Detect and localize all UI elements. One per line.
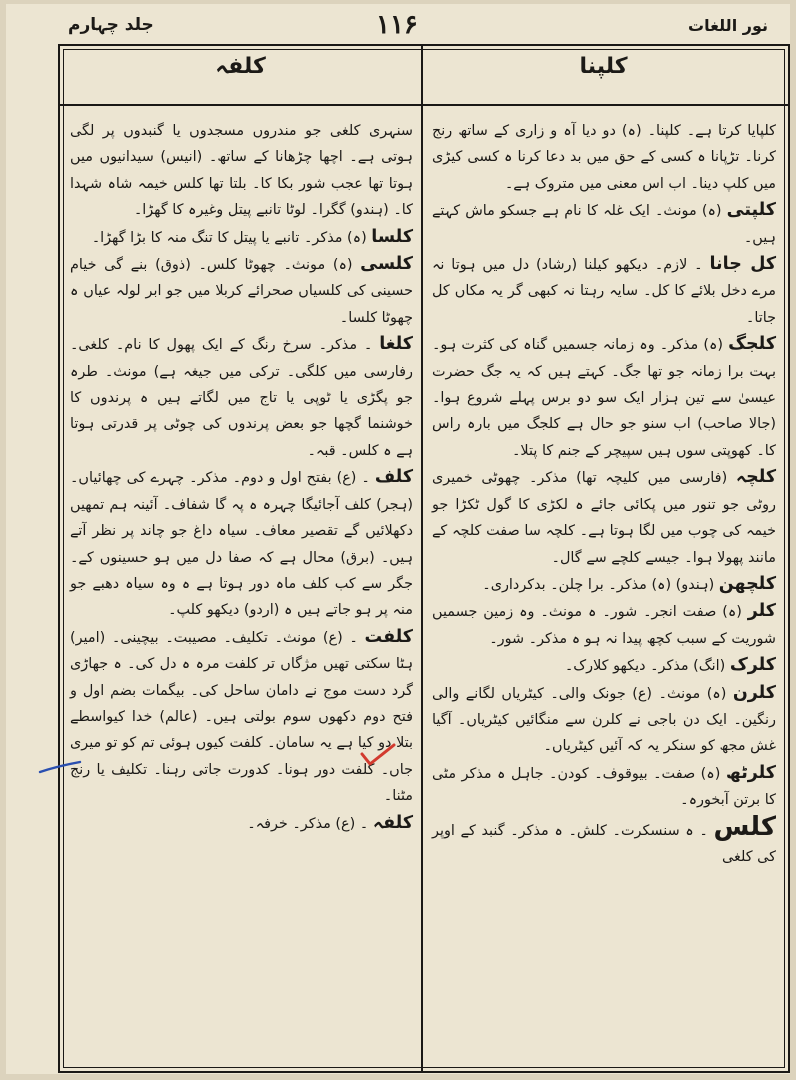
entry-definition: (انگ) مذکر۔ دیکھو کلارک۔ [564,658,726,675]
entry-headword: کلفت [364,626,413,647]
page-number: ۱۱۶ [376,10,418,40]
entry-definition: (ہ) مذکر۔ تانبے یا پیتل کا تنگ منہ کا بڑا گھڑا۔ [91,229,367,246]
left-column-heading: کلفہ [215,54,266,79]
dictionary-entry [432,598,776,652]
dictionary-entry [70,464,413,623]
entry-definition: (ہندو) (ہ) مذکر۔ برا چلن۔ بدکرداری۔ [482,576,715,593]
dictionary-entry [70,331,413,464]
entry-headword: کلسی [360,254,413,275]
entry-definition: (فارسی میں کلیچہ تھا) مذکر۔ چھوٹی خمیری روٹی جو تنور میں پکائی جائے ہ لکڑی کا گول ٹکڑا جو خیمہ کی چوب میں لگا ہوتا ہے۔ کلچہ سا صفت کلچہ کے مانند پھولا ہوا۔ جیسے کلچے سے گال۔ [432,470,776,566]
entry-definition: (ہ) مذکر۔ وہ زمانہ جسمیں گناہ کی کثرت ہو۔ بہت برا زمانہ جو تھا جگ۔ کہتے ہیں کہ یہ جگ حضرت عیسیٰ سے تین ہزار ایک سو دو برس پہلے شروع ہوا۔ (جالا صاحب) اب سنو جو حال ہے کلجگ میں بارہ راس کا۔ کھوپتی سوں ہیں سپیچر کے جنم کا پتلا۔ [432,337,776,459]
dictionary-entry [432,197,776,251]
entry-definition: ۔ مذکر۔ سرخ رنگ کے ایک پھول کا نام۔ کلغی۔ رفارسی میں کلگی۔ ترکی میں جیغہ ہے) مونث۔ طرہ جو پگڑی یا ٹوپی یا تاج میں لگاتے ہیں ہ پرندوں کا خوشنما گچھا جو بعض پرندوں کی چوٹی پر قدرتی ہوتا ہے ہ کلس۔ قبہ۔ [70,337,413,459]
entry-definition: (ہ) مونث۔ چھوٹا کلس۔ (ذوق) بنے گی خیام حسینی کی کلسیاں صحرائے کربلا میں جو ابر لولہ عیاں ہ چھوٹا کلسا۔ [70,257,413,326]
entry-definition: (ہ) مونث۔ ایک غلہ کا نام ہے جسکو ماش کہتے ہیں۔ [432,203,776,246]
entry-headword: کلچہ [735,467,777,488]
volume-label: جلد چہارم [68,15,154,35]
entry-headword: کلفہ [372,812,413,833]
dictionary-entry [432,331,776,464]
right-column-heading: کلپنا [579,54,628,79]
column-divider [421,46,423,1071]
entry-definition: سنہری کلغی جو مندروں مسجدوں یا گنبدوں پر لگی ہوتی ہے۔ اچھا چڑھانا کے ساتھ۔ (انیس) سیدانیوں میں ہوتا تھا عجب شور بکا کا۔ بلتا تھا کلس خیمہ شاہ شہدا کا۔ (ہندو) گگرا۔ لوٹا تانبے پیتل وغیرہ کا گھڑا۔ [70,123,413,219]
entry-definition: (ہ) صفت انجر۔ شور۔ ہ مونث۔ وہ زمین جسمیں شوریت کے سبب کچھ پیدا نہ ہو ہ مذکر۔ شور۔ [432,604,776,647]
dictionary-entry [432,652,776,679]
entry-headword: کلف [374,467,414,488]
right-column-text [432,118,776,1057]
dictionary-entry [70,224,413,251]
entry-definition: کلپایا کرتا ہے۔ کلپنا۔ (ہ) دو دیا آہ و زاری کے ساتھ رنج کرنا۔ تڑپانا ہ کسی کے حق میں بد دعا کرنا ہ کسی کیڑی میں کلپ دینا۔ اب اس معنی میں متروک ہے۔ [432,123,776,192]
entry-headword: کلغا [379,334,413,355]
dictionary-entry [432,464,776,571]
dictionary-entry [70,810,413,837]
dictionary-page [6,4,790,1074]
entry-headword: کلس [713,811,777,842]
dictionary-entry [70,624,413,810]
entry-headword: کلجگ [728,334,776,355]
entry-definition: ۔ (ع) بفتح اول و دوم۔ مذکر۔ چہرے کی چھائیاں۔ (ہجر) کلف آجائیگا چہرہ ہ پہ گا شفاف۔ آئینہ ہم تمھیں دکھلائیں گے تقصیر معاف۔ سیاہ داغ جو چاند پر نظر آتے ہیں۔ (برق) محال ہے کہ صفا دل میں ہو حسینوں کے۔ جگر سے کب کلف ماہ دور ہوتا ہے ہ وہ سیاہ دھبے جو منہ پر ہو جاتے ہیں ہ (اردو) دیکھو کلپ۔ [70,470,413,619]
entry-headword: کلر [747,601,776,622]
dictionary-entry [70,118,413,224]
dictionary-entry [432,760,776,814]
heading-rule [60,104,788,106]
entry-headword: کلپتی [726,200,776,221]
two-column-frame [58,44,790,1073]
entry-headword: کلرٹھ [725,762,776,783]
entry-definition: ۔ ہ سنسکرت۔ کلش۔ ہ مذکر۔ گنبد کے اوپر کی کلغی [432,822,776,865]
dictionary-entry [432,811,777,871]
entry-definition: (ہ) مونث۔ (ع) جونک والی۔ کیٹریاں لگانے والی رنگین۔ ایک دن باجی نے کلرن سے منگائیں کیٹریاں۔ آگیا غش مجھ کو سنکر یہ کہ آئیں کیٹریاں۔ [432,685,776,755]
entry-headword: کلرک [729,655,776,676]
entry-headword: کلچھن [718,573,776,594]
entry-headword: کلرن [732,682,776,703]
book-title: نور اللغات [688,16,768,35]
entry-definition: ۔ لازم۔ دیکھو کیلنا (رشاد) دل میں ہوتا نہ مرے دخل بلائے کا کل۔ سایہ رہتا نہ کبھی گر یہ مکاں کل جاتا۔ [432,257,776,326]
entry-definition: ۔ (ع) مونث۔ تکلیف۔ مصیبت۔ بیچینی۔ (امیر) ہٹا سکتی تھیں مژگاں تر کلفت مرہ ہ دل کی۔ ہ جھاڑی گرد دست موج نے دامان ساحل کی۔ بیگمات بضم اول و فتح دوم دکھوں سوم بولتی ہیں۔ (عالم) خدا کیواسطے بتلا دو کیا ہے یہ سامان۔ کلفت کیوں ہوئی تم کو تو میری جاں۔ کلفت دور ہونا۔ کدورت جاتی رہنا۔ تکلیف یا رنج مٹنا۔ [70,629,413,805]
running-head [6,10,790,44]
dictionary-entry [432,680,776,760]
dictionary-entry [70,251,413,331]
entry-definition: (ہ) صفت۔ بیوقوف۔ کودن۔ جاہل ہ مذکر مٹی کا برتن آبخورہ۔ [432,765,776,809]
red-check-mark-icon [358,742,398,768]
entry-headword: کل جانا [709,254,776,275]
entry-headword: کلسا [371,226,413,247]
blue-pen-mark-icon [38,760,82,774]
dictionary-entry [432,571,776,598]
left-column-text [70,118,413,1057]
dictionary-entry [432,251,776,331]
dictionary-entry [432,118,776,197]
entry-definition: ۔ (ع) مذکر۔ خرفہ۔ [247,815,369,832]
